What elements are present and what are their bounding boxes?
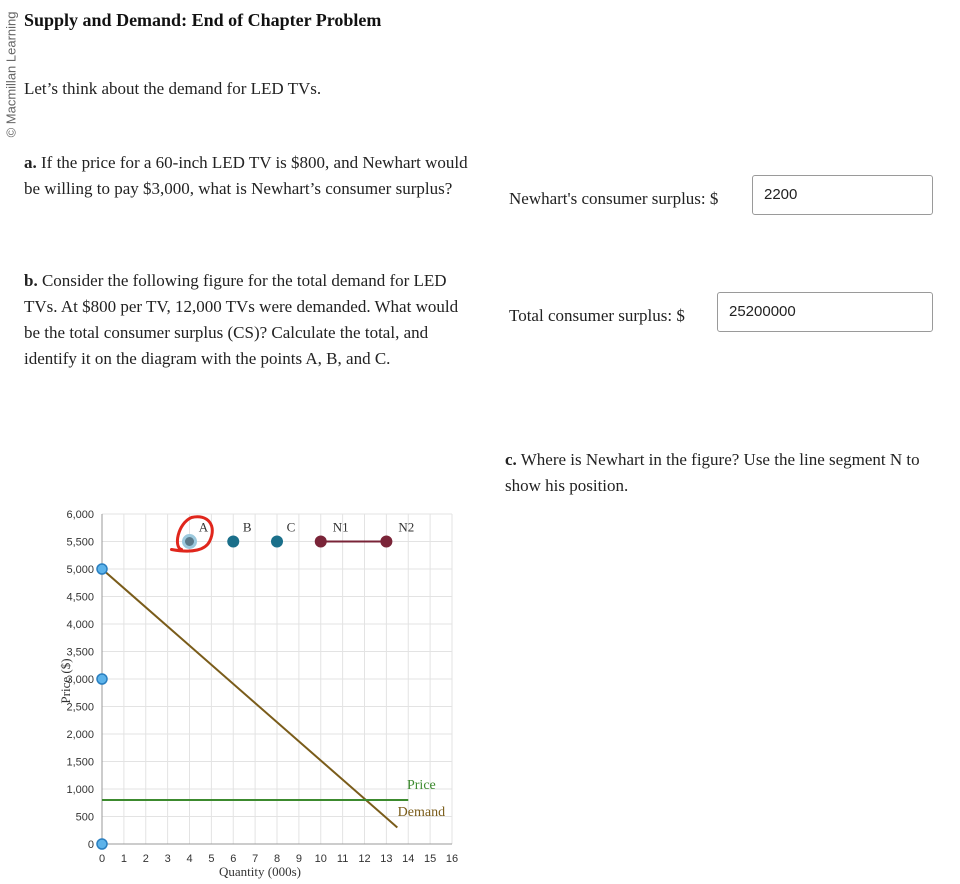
x-tick-label: 16 [445,853,459,865]
x-tick-label: 12 [358,853,371,865]
y-tick-label: 500 [75,811,94,824]
y-tick-label: 0 [87,839,94,851]
total-surplus-input[interactable]: 25200000 [717,292,933,332]
y-tick-label: 5,000 [66,564,94,576]
axis-handle[interactable] [97,564,107,574]
x-tick-label: 6 [230,853,237,865]
point-c[interactable] [271,536,283,548]
question-c-text: Where is Newhart in the figure? Use the line segment N to show his position. [505,450,920,495]
y-tick-label: 6,000 [66,509,94,521]
point-a-label: A [198,519,209,535]
x-tick-label: 4 [186,853,193,865]
question-b-text: Consider the following figure for the total demand for LED TVs. At $800 per TV, 12,000 TVs were demanded. What would be the total consumer surplus (CS)? Calculate the total, and identify it on the diagram with the points A, B, and C. [24,271,459,368]
x-axis-label: Quantity (000s) [219,864,301,879]
x-tick-label: 0 [98,853,106,865]
segment-n1-point[interactable] [315,536,327,548]
segment-n2-label: N2 [398,519,415,535]
intro-text: Let’s think about the demand for LED TVs. [24,79,322,98]
segment-n1-label: N1 [332,519,349,535]
x-tick-label: 10 [314,853,327,865]
y-tick-label: 3,500 [66,646,94,659]
y-tick-label: 2,500 [66,701,94,714]
y-tick-label: 1,000 [66,784,94,796]
x-tick-label: 11 [336,853,349,865]
point-c-label: C [286,519,296,535]
x-tick-label: 14 [402,853,415,865]
newhart-surplus-input[interactable]: 2200 [752,175,933,215]
point-b-label: B [242,519,252,535]
y-tick-label: 4,000 [66,619,94,631]
question-a-text: If the price for a 60-inch LED TV is $800, and Newhart would be willing to pay $3,000, what is Newhart’s consumer surplus? [24,153,468,198]
y-axis-label: Price ($) [58,658,73,704]
x-tick-label: 2 [142,853,149,865]
y-tick-label: 4,500 [66,591,94,604]
price-line-label: Price [406,778,436,793]
newhart-surplus-label: Newhart's consumer surplus: $ [509,189,719,208]
chart-grid [102,514,452,844]
question-a-label: a. [24,153,37,172]
question-b-label: b. [24,271,38,290]
page-title: Supply and Demand: End of Chapter Problem [24,10,382,30]
total-surplus-label: Total consumer surplus: $ [509,306,685,325]
x-tick-label: 7 [252,853,259,865]
copyright-watermark: © Macmillan Learning [3,11,19,138]
point-b[interactable] [227,536,239,548]
x-tick-label: 3 [164,853,171,865]
x-tick-label: 5 [208,853,215,865]
demand-line-label: Demand [397,805,446,820]
segment-n2-point[interactable] [380,536,392,548]
point-a[interactable] [184,536,196,548]
y-tick-label: 2,000 [66,729,94,741]
axis-handle[interactable] [97,839,107,849]
y-tick-label: 3,000 [66,674,94,686]
y-tick-label: 5,500 [66,536,94,549]
question-c-label: c. [505,450,517,469]
axis-handle[interactable] [97,674,107,684]
x-tick-label: 9 [295,853,302,865]
x-tick-label: 13 [380,853,393,865]
x-tick-label: 8 [273,853,281,865]
y-tick-label: 1,500 [66,756,94,769]
x-tick-label: 1 [120,853,127,865]
x-tick-label: 15 [424,853,437,865]
